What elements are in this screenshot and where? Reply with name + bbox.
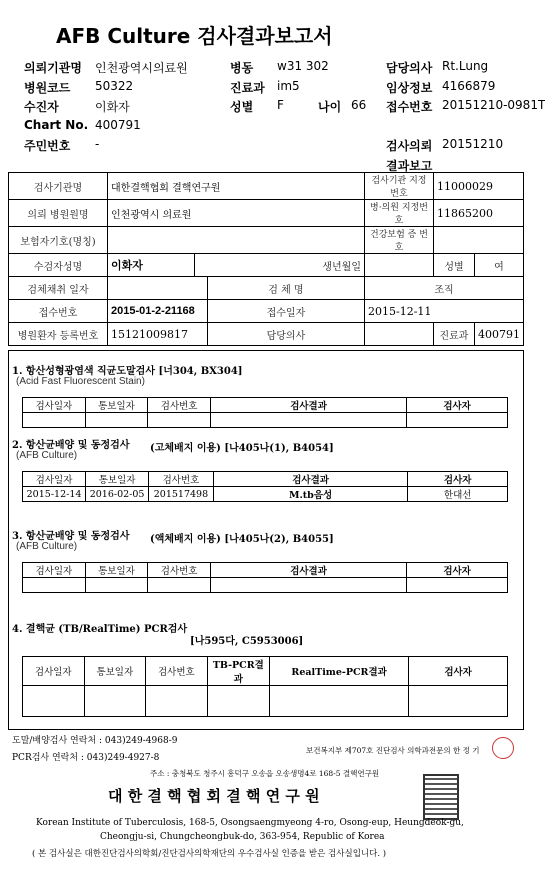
section-title: 2. 항산균배양 및 동정검사 (12, 440, 130, 451)
result-cell (407, 578, 508, 593)
result-cell (210, 578, 406, 593)
result-cell (84, 686, 146, 717)
result-header: 통보일자 (84, 657, 146, 686)
ward-value: w31 302 (277, 59, 329, 73)
result-cell: 201517498 (149, 487, 214, 502)
result-table (22, 562, 508, 593)
result-cell (23, 578, 86, 593)
header-label: 접수번호 (386, 100, 433, 114)
section-subtitle: (AFB Culture) (16, 450, 78, 461)
header-value: Rt.Lung (442, 59, 489, 73)
result-table (22, 656, 508, 717)
insured-label: 보험자기호(명칭) (9, 227, 108, 254)
seal-icon (492, 737, 514, 759)
result-cell: M.tb음성 (213, 487, 408, 502)
header-label: 수진자 (24, 100, 59, 114)
result-cell: 한대선 (408, 487, 508, 502)
header-label: 검사의뢰 (386, 139, 433, 153)
dept-label-cell: 진료과 (433, 323, 474, 346)
contact-smear: 도말/배양검사 연락처 : 043)249-4968-9 (12, 736, 178, 746)
result-cell (23, 686, 85, 717)
org-name-kr: 대 한 결 핵 협 회 결 핵 연 구 원 (108, 787, 320, 805)
lab-label: 검사기관명 (9, 173, 108, 200)
result-table (22, 397, 508, 428)
result-header: 검사일자 (23, 563, 86, 578)
result-header: 검사일자 (23, 657, 85, 686)
header-value: 50322 (95, 78, 134, 93)
result-cell (207, 686, 269, 717)
header-label: Chart No. (24, 117, 89, 132)
result-header: 검사결과 (210, 398, 406, 413)
result-cell (85, 413, 148, 428)
section-title: 1. 항산성형광염색 직균도말검사 [너304, BX304] (12, 366, 243, 377)
result-table (22, 471, 508, 502)
receipt-label: 접수번호 (9, 300, 108, 323)
lab-value: 대한결핵협회 결핵연구원 (108, 173, 365, 200)
hosp-label: 의뢰 병원원명 (9, 200, 108, 227)
age-label: 나이 (318, 100, 342, 114)
specimen-label: 검 체 명 (207, 277, 364, 300)
result-cell (270, 686, 409, 717)
org-name-en-1: Korean Institute of Tuberculosis, 168-5, Osongsaengmyeong 4-ro, Osong-eup, Heungdeok-gu, (36, 818, 464, 828)
result-cell (210, 413, 406, 428)
header-value: 이화자 (95, 100, 130, 114)
patient-value: 이화자 (108, 254, 195, 277)
section-code: [나595다, C5953006] (190, 636, 304, 647)
hosp-value: 인천광역시 의료원 (108, 200, 365, 227)
ins-no-value (433, 227, 523, 254)
contact-pcr: PCR검사 연락처 : 043)249-4927-8 (12, 753, 160, 763)
result-header: 검사자 (409, 657, 508, 686)
report-title: AFB Culture 검사결과보고서 (56, 24, 333, 48)
doctor-label: 담당의사 (207, 323, 364, 346)
dob-label: 생년월일 (195, 254, 365, 277)
receipt-date-label: 접수일자 (207, 300, 364, 323)
result-header: 검사결과 (213, 472, 408, 487)
result-header: 검사번호 (149, 472, 214, 487)
section-subtitle: (Acid Fast Fluorescent Stain) (16, 376, 145, 387)
collect-value (108, 277, 208, 300)
result-header: 검사결과 (210, 563, 406, 578)
patient-info-table (8, 172, 524, 346)
ward-label: 병동 (230, 61, 254, 75)
result-header: 통보일자 (85, 563, 148, 578)
sex-value-cell: 여 (474, 254, 523, 277)
result-header: 통보일자 (85, 398, 148, 413)
result-header: 검사번호 (148, 398, 211, 413)
result-cell: 2015-12-14 (23, 487, 86, 502)
result-header: 검사일자 (23, 472, 86, 487)
result-cell: 2016-02-05 (86, 487, 149, 502)
header-value: 4166879 (442, 78, 496, 93)
insured-value (108, 227, 365, 254)
result-header: 검사자 (407, 563, 508, 578)
dept-value-cell: 400791 (474, 323, 523, 346)
address-kr: 주소 : 충청북도 청주시 흥덕구 오송읍 오송생명4로 168-5 결핵연구원 (150, 769, 380, 778)
header-value: 400791 (95, 117, 141, 132)
header-value: - (95, 137, 100, 151)
receipt-date-value: 2015-12-11 (364, 300, 523, 323)
header-label: 임상정보 (386, 80, 433, 95)
header-label: 병원코드 (24, 80, 71, 95)
dept-label: 진료과 (230, 81, 265, 95)
header-label: 담당의사 (386, 61, 433, 75)
result-cell (148, 413, 211, 428)
header-value: 20151210-0981T (442, 98, 545, 112)
institute-stamp-icon (423, 774, 459, 820)
doctor-value (364, 323, 433, 346)
result-header: TB-PCR결과 (207, 657, 269, 686)
lab-id-value: 11000029 (433, 173, 523, 200)
result-cell (148, 578, 211, 593)
header-value: 인천광역시의료원 (95, 61, 188, 75)
sex-value: F (277, 98, 284, 112)
result-header: 검사일자 (23, 398, 86, 413)
reg-label: 병원환자 등록번호 (9, 323, 108, 346)
result-header: 통보일자 (86, 472, 149, 487)
patient-label: 수검자성명 (9, 254, 108, 277)
result-header: 검사자 (407, 398, 508, 413)
org-name-en-2: Cheongju-si, Chungcheongbuk-do, 363-954, Republic of Korea (100, 832, 385, 842)
specimen-value: 조직 (364, 277, 523, 300)
result-cell (23, 413, 86, 428)
result-header: RealTime-PCR결과 (270, 657, 409, 686)
result-cell (85, 578, 148, 593)
section-code: (액체배지 이용) [나405나(2), B4055] (150, 534, 334, 545)
section-title: 3. 항산균배양 및 동정검사 (12, 531, 130, 542)
section-subtitle: (AFB Culture) (16, 541, 78, 552)
sex-label-cell: 성별 (433, 254, 474, 277)
section-code: (고체배지 이용) [나405나(1), B4054] (150, 443, 334, 454)
result-header: 검사번호 (146, 657, 208, 686)
result-header: 검사자 (408, 472, 508, 487)
accreditation-note: ( 본 검사실은 대한진단검사의학회/진단검사의학재단의 우수검사실 인증을 받은 검사실입니다. ) (32, 849, 387, 859)
section-title: 4. 결핵균 (TB/RealTime) PCR검사 (12, 624, 188, 635)
age-value: 66 (351, 98, 367, 112)
collect-label: 검체채취 일자 (9, 277, 108, 300)
dept-value: im5 (277, 79, 300, 93)
dob-value (364, 254, 433, 277)
header-label: 결과보고 (386, 158, 433, 173)
hosp-id-value: 11865200 (433, 200, 523, 227)
result-cell (146, 686, 208, 717)
header-label: 의뢰기관명 (24, 61, 82, 75)
ins-no-label: 건강보험 증 번 호 (364, 227, 433, 254)
header-label: 주민번호 (24, 139, 71, 153)
header-value: 20151210 (442, 137, 504, 151)
hosp-id-label: 병·의원 지정번호 (364, 200, 433, 227)
certification: 보건복지부 제707호 진단검사 의학과전문의 한 정 기 (306, 746, 480, 755)
reg-value: 15121009817 (108, 323, 208, 346)
lab-id-label: 검사기관 지정번호 (364, 173, 433, 200)
result-header: 검사번호 (148, 563, 211, 578)
sex-label: 성별 (230, 100, 254, 114)
receipt-value: 2015-01-2-21168 (108, 300, 208, 323)
result-cell (407, 413, 508, 428)
result-cell (409, 686, 508, 717)
